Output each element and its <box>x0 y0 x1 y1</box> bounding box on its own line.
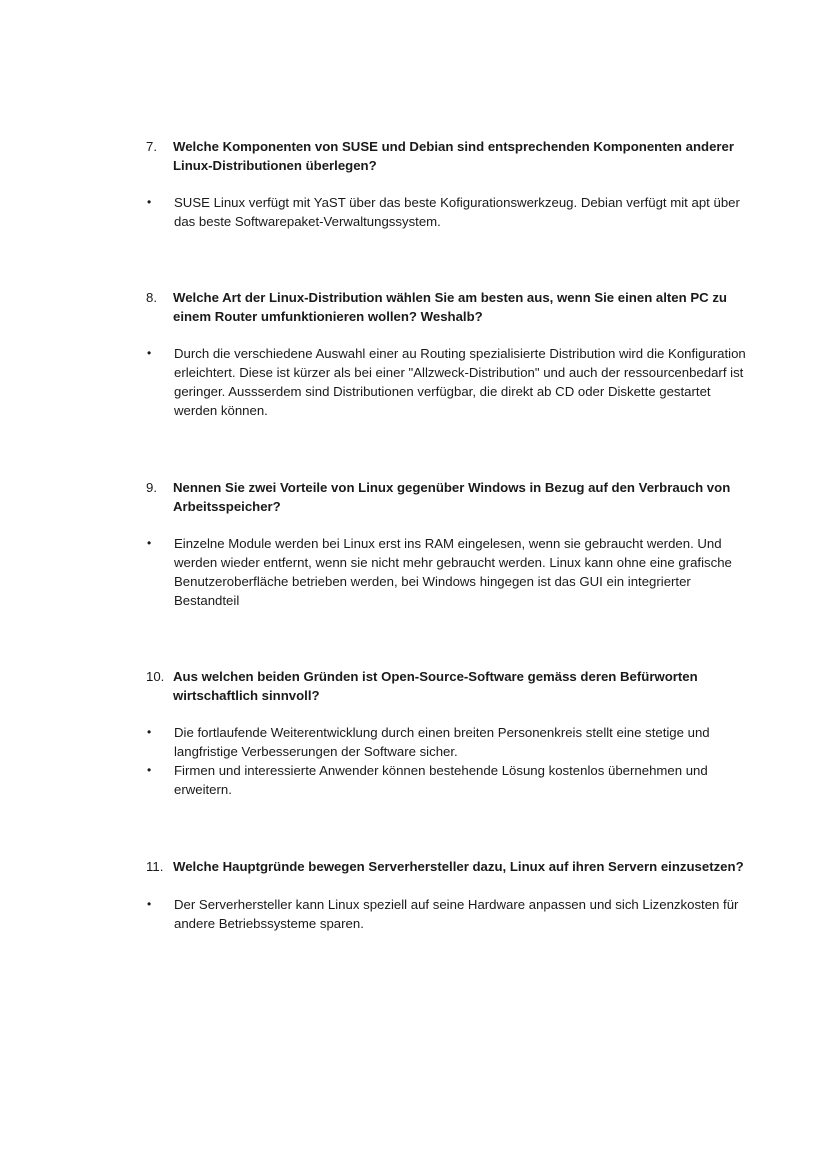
answer-item <box>146 723 746 761</box>
bullet-icon: • <box>147 195 152 209</box>
answer-text: Einzelne Module werden bei Linux erst ins RAM eingelesen, wenn sie gebraucht werden. Und werden wieder entfernt, wenn sie nicht mehr gebraucht werden. Linux kann ohne eine grafische Benutzeroberfläche betrieben werden, bei Windows hingegen ist das GUI ein integrierter Bestandteil <box>174 536 732 608</box>
question-block-7 <box>146 138 746 231</box>
question-text: Welche Hauptgründe bewegen Serverhersteller dazu, Linux auf ihren Servern einzusetzen? <box>173 859 744 874</box>
question-block-10 <box>146 668 746 799</box>
question-number: 8. <box>146 290 157 305</box>
answer-text: Die fortlaufende Weiterentwicklung durch einen breiten Personenkreis stellt eine stetige und langfristige Verbesserungen der Software sicher. <box>174 725 710 759</box>
answer-list <box>146 895 746 933</box>
answer-list <box>146 723 746 799</box>
question-text: Welche Komponenten von SUSE und Debian sind entsprechenden Komponenten anderer Linux-Distributionen überlegen? <box>173 139 735 173</box>
question-block-9 <box>146 479 746 610</box>
answer-item <box>146 761 746 799</box>
answer-list <box>146 344 746 420</box>
answer-text: Durch die verschiedene Auswahl einer au Routing spezialisierte Distribution wird die Konfiguration erleichtert. Diese ist kürzer als bei einer "Allzweck-Distribution" und auch der ressourcenbedarf ist geringer. Aussserdem sind Distributionen verfügbar, die direkt ab CD oder Diskette gestartet werden können. <box>174 346 746 418</box>
answer-item <box>146 895 746 933</box>
question-block-11 <box>146 858 746 933</box>
question-11 <box>146 858 746 877</box>
question-number: 10. <box>146 669 165 684</box>
bullet-icon: • <box>147 725 152 739</box>
question-text: Welche Art der Linux-Distribution wählen Sie am besten aus, wenn Sie einen alten PC zu einem Router umfunktionieren wollen? Weshalb? <box>173 290 727 324</box>
question-10 <box>146 668 746 705</box>
answer-list <box>146 534 746 610</box>
question-block-8 <box>146 289 746 420</box>
answer-item <box>146 344 746 420</box>
answer-text: Der Serverhersteller kann Linux speziell auf seine Hardware anpassen und sich Lizenzkosten für andere Betriebssysteme sparen. <box>174 896 739 931</box>
bullet-icon: • <box>147 896 152 911</box>
question-number: 11. <box>146 859 164 874</box>
question-8 <box>146 289 746 326</box>
bullet-icon: • <box>147 536 152 550</box>
answer-text: Firmen und interessierte Anwender können bestehende Lösung kostenlos übernehmen und erweitern. <box>174 763 708 797</box>
question-number: 9. <box>146 480 157 495</box>
question-text: Aus welchen beiden Gründen ist Open-Source-Software gemäss deren Befürworten wirtschaftlich sinnvoll? <box>173 669 698 703</box>
answer-item <box>146 193 746 231</box>
answer-item <box>146 534 746 610</box>
question-9 <box>146 479 746 516</box>
bullet-icon: • <box>147 763 152 777</box>
answer-text: SUSE Linux verfügt mit YaST über das beste Kofigurationswerkzeug. Debian verfügt mit apt über das beste Softwarepaket-Verwaltungssystem. <box>174 195 740 229</box>
bullet-icon: • <box>147 346 152 360</box>
question-text: Nennen Sie zwei Vorteile von Linux gegenüber Windows in Bezug auf den Verbrauch von Arbeitsspeicher? <box>173 480 731 514</box>
answer-list <box>146 193 746 231</box>
question-7 <box>146 138 746 175</box>
question-number: 7. <box>146 139 157 154</box>
